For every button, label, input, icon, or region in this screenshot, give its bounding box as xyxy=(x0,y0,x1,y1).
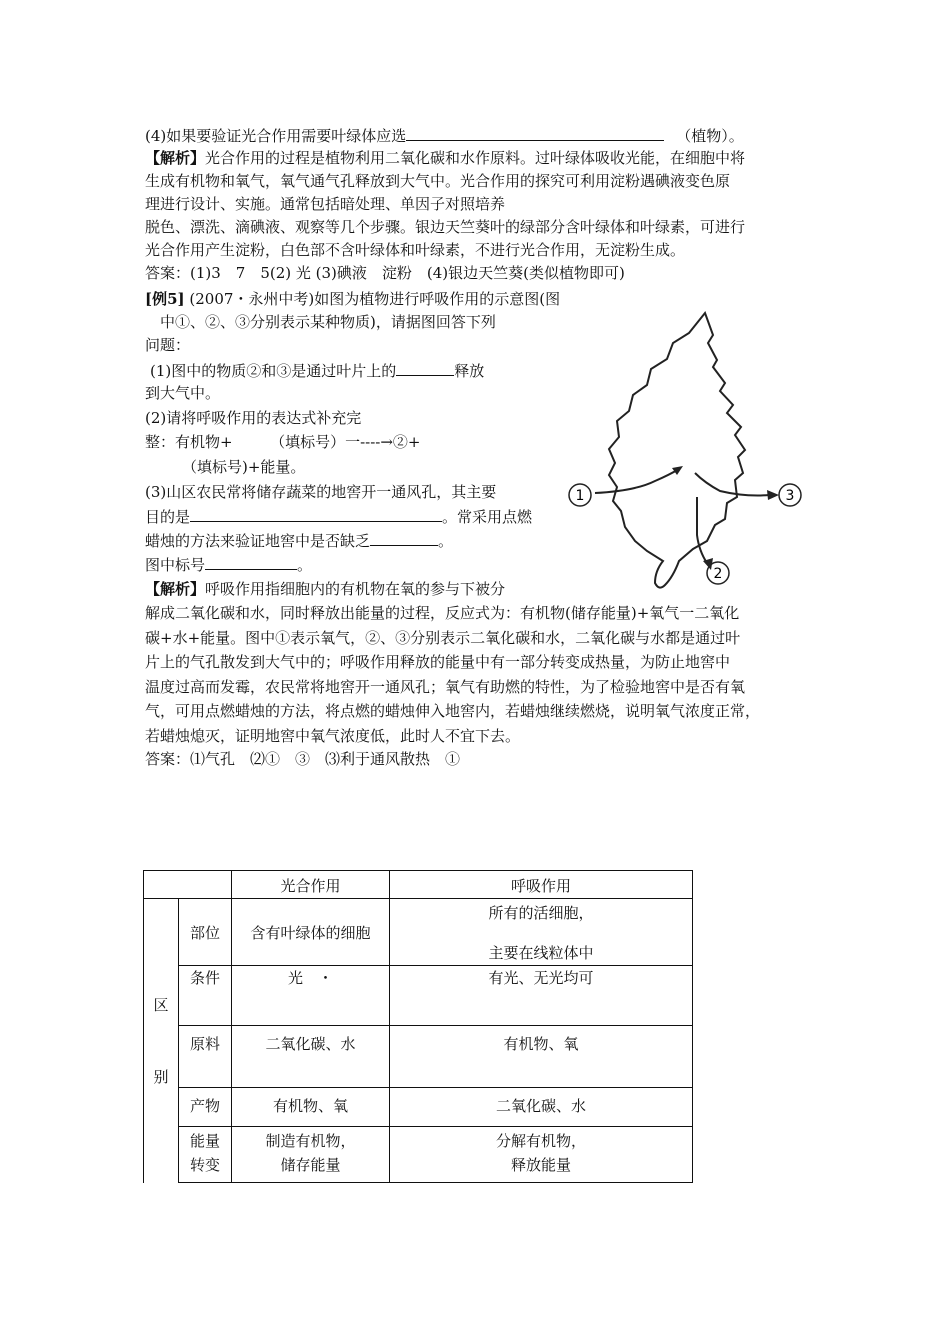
analysis-2-line-5: 温度过高而发霉，农民常将地窖开一通风孔；氧气有助燃的特性，为了检验地窖中是否有氧 xyxy=(145,678,746,696)
leaf-diagram xyxy=(555,305,820,595)
analysis-1-line-2: 生成有机物和氧气，氧气通气孔释放到大气中。光合作用的探究可利用淀粉遇碘液变色原 xyxy=(145,172,731,190)
arrow-in-head xyxy=(672,466,683,475)
example-5-q3-line-4: 图中标号 。 xyxy=(145,553,312,576)
analysis-tag: 【解析】 xyxy=(145,580,206,598)
label-3: 3 xyxy=(785,488,795,504)
leaf-respiration-figure xyxy=(555,305,820,595)
table-row: 条件 光 ・ 有光、无光均可 xyxy=(144,966,693,1026)
example-5-q3-line-2: 目的是 。常采用点燃 xyxy=(145,505,532,528)
example-5-line-3: 问题： xyxy=(145,336,191,354)
table-row: 区 别 部位 含有叶绿体的细胞 所有的活细胞， 主要在线粒体中 xyxy=(144,899,693,966)
example-5-q2: (2)请将呼吸作用的表达式补充完 xyxy=(145,409,362,427)
answer-blank xyxy=(190,505,442,522)
answer-1: 答案：(1)3 7 5(2) 光 (3)碘液 淀粉 (4)银边天竺葵(类似植物即可) xyxy=(145,264,625,282)
header-photosynthesis: 光合作用 xyxy=(232,871,390,899)
analysis-2-line-7: 若蜡烛熄灭，证明地窖中氧气浓度低，此时人不宜下去。 xyxy=(145,727,521,745)
side-label: 区 别 xyxy=(144,899,179,1183)
analysis-tag: 【解析】 xyxy=(145,149,206,167)
example-5-q3-line-3: 蜡烛的方法来验证地窖中是否缺乏 。 xyxy=(145,529,453,552)
example-5-q2-cont: 整：有机物+ （填标号）一----→②+ xyxy=(145,433,421,451)
example-5-q3: (3)山区农民常将储存蔬菜的地窖开一通风孔，其主要 xyxy=(145,483,497,501)
analysis-2-line-4: 片上的气孔散发到大气中的；呼吸作用释放的能量中有一部分转变成热量，为防止地窖中 xyxy=(145,653,731,671)
analysis-1-line-1: 【解析】光合作用的过程是植物利用二氧化碳和水作原料。过叶绿体吸收光能，在细胞中将 xyxy=(145,149,746,167)
answer-blank xyxy=(396,359,454,376)
table-header-row xyxy=(144,871,693,899)
analysis-1-line-5: 光合作用产生淀粉，白色部不含叶绿体和叶绿素，不进行光合作用，无淀粉生成。 xyxy=(145,241,686,259)
analysis-2-line-1: 【解析】呼吸作用指细胞内的有机物在氧的参与下被分 xyxy=(145,580,506,598)
answer-blank xyxy=(370,529,438,546)
analysis-2-line-6: 气，可用点燃蜡烛的方法，将点燃的蜡烛伸入地窖内，若蜡烛继续燃烧，说明氧气浓度正常， xyxy=(145,702,761,720)
example-5-q1: (1)图中的物质②和③是通过叶片上的 释放 xyxy=(150,359,484,382)
example-5-q1-cont: 到大气中。 xyxy=(145,384,221,402)
answer-2: 答案：⑴气孔 ⑵① ③ ⑶利于通风散热 ① xyxy=(145,750,461,768)
table-row: 能量 转变 制造有机物， 储存能量 分解有机物， 释放能量 xyxy=(144,1127,693,1183)
example-5-q2-end: （填标号)+能量。 xyxy=(182,458,306,476)
arrow-out-3-head xyxy=(767,490,779,500)
example-5-line-2: 中①、②、③分别表示某种物质)，请据图回答下列 xyxy=(160,313,496,331)
comparison-table xyxy=(143,870,693,1183)
analysis-1-line-3: 理进行设计、实施。通常包括暗处理、单因子对照培养 xyxy=(145,195,506,213)
arrow-out-2 xyxy=(697,497,707,563)
analysis-2-line-3: 碳+水+能量。图中①表示氧气，②、③分别表示二氧化碳和水，二氧化碳与水都是通过叶 xyxy=(145,629,741,647)
table-row: 产物 有机物、氧 二氧化碳、水 xyxy=(144,1088,693,1127)
answer-blank xyxy=(406,124,664,141)
label-2: 2 xyxy=(713,566,723,582)
analysis-2-line-2: 解成二氧化碳和水，同时释放出能量的过程，反应式为：有机物(储存能量)+氧气一二氧化 xyxy=(145,604,740,622)
leaf-outline xyxy=(609,313,745,588)
question-4-tail: （植物）。 xyxy=(676,127,744,145)
answer-blank xyxy=(205,553,297,570)
arrow-in xyxy=(595,469,679,493)
table-row: 原料 二氧化碳、水 有机物、氧 xyxy=(144,1026,693,1088)
header-respiration: 呼吸作用 xyxy=(390,871,693,899)
label-1: 1 xyxy=(575,488,585,504)
arrow-out-3 xyxy=(695,473,770,496)
analysis-1-line-4: 脱色、漂洗、滴碘液、观察等几个步骤。银边天竺葵叶的绿部分含叶绿体和叶绿素，可进行 xyxy=(145,218,746,236)
question-4 xyxy=(145,124,744,147)
example-tag: [例5] xyxy=(145,290,185,308)
example-5-title: [例5] (2007・永州中考)如图为植物进行呼吸作用的示意图(图 xyxy=(145,290,561,308)
question-4-text: (4)如果要验证光合作用需要叶绿体应选 xyxy=(145,127,407,145)
